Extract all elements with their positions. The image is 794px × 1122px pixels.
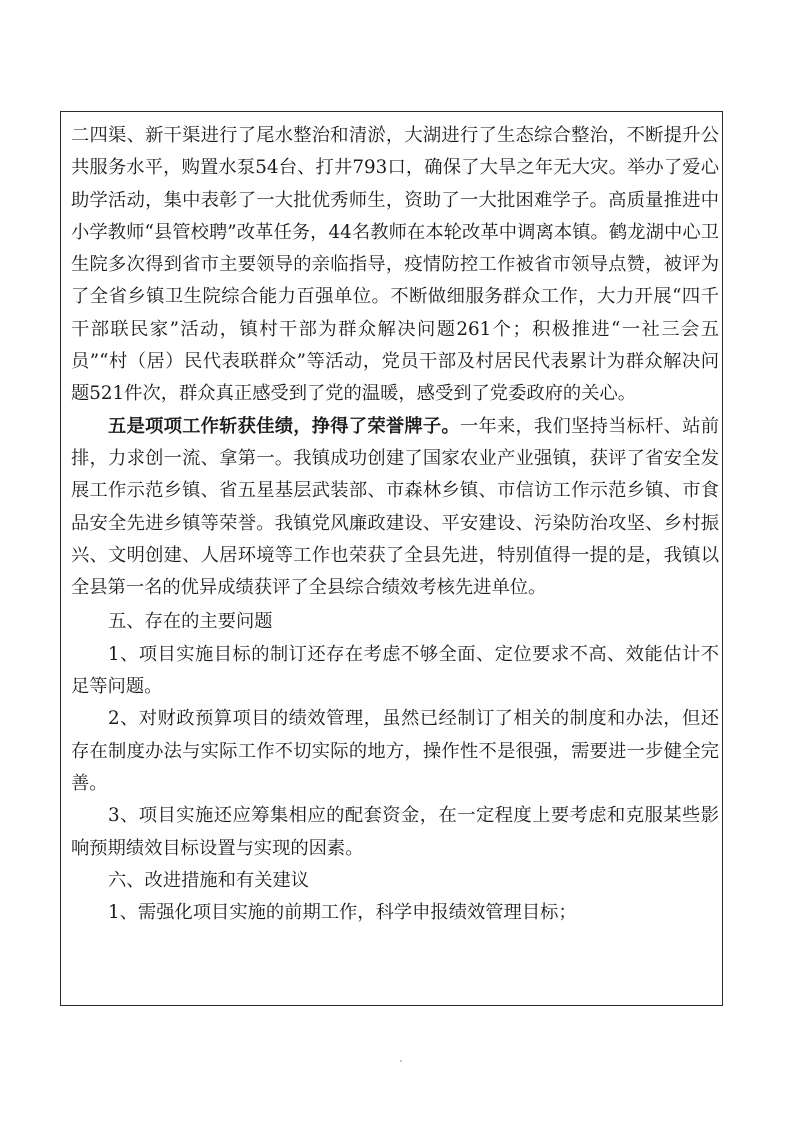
scan-speck (400, 1060, 402, 1062)
paragraph-point5 (71, 411, 719, 605)
section-title-problems: 五、存在的主要问题 (108, 611, 273, 633)
point5-heading: 五是项项工作斩获佳绩，挣得了荣誉牌子。 (108, 415, 460, 437)
problem-item-2: 2、对财政预算项目的绩效管理，虽然已经制订了相关的制度和办法，但还存在制度办法与实际工作不切实际的地方，操作性不是很强，需要进一步健全完善。 (71, 708, 719, 794)
point5-body: 一年来，我们坚持当标杆、站前排，力求创一流、拿第一。我镇成功创建了国家农业产业强镇，获评了省安全发展工作示范乡镇、省五星基层武装部、市森林乡镇、市信访工作示范乡镇、市食品安全先进乡镇等荣誉。我镇党风廉政建设、平安建设、污染防治攻坚、乡村振兴、文明创建、人居环境等工作也荣获了全县先进，特别值得一提的是，我镇以全县第一名的优异成绩获评了全县综合绩效考核先进单位。 (71, 415, 720, 599)
problem-item-1: 1、项目实施目标的制订还存在考虑不够全面、定位要求不高、效能估计不足等问题。 (71, 643, 719, 698)
problem-item-3: 3、项目实施还应筹集相应的配套资金，在一定程度上要考虑和克服某些影响预期绩效目标设置与实现的因素。 (71, 805, 719, 859)
measure-item-1: 1、需强化项目实施的前期工作，科学申报绩效管理目标； (108, 902, 577, 924)
section-title-measures: 六、改进措施和有关建议 (108, 869, 310, 891)
paragraph-continued: 二四渠、新干渠进行了尾水整治和清淤，大湖进行了生态综合整治，不断提升公共服务水平，购置水泵54台、打井793口，确保了大旱之年无大灾。举办了爱心助学活动，集中表彰了一大批优秀师生，资助了一大批困难学子。高质量推进中小学教师“县管校聘”改革任务，44名教师在本轮改革中调离本镇。鹤龙湖中心卫生院多次得到省市主要领导的亲临指导，疫情防控工作被省市领导点赞，被评为了全省乡镇卫生院综合能力百强单位。不断做细服务群众工作，大力开展“四千干部联民家”活动，镇村干部为群众解决问题261个；积极推进“一社三会五员”“村（居）民代表联群众”等活动，党员干部及村居民代表累计为群众解决问题521件次，群众真正感受到了党的温暖，感受到了党委政府的关心。 (71, 125, 719, 405)
document-body (71, 120, 719, 929)
